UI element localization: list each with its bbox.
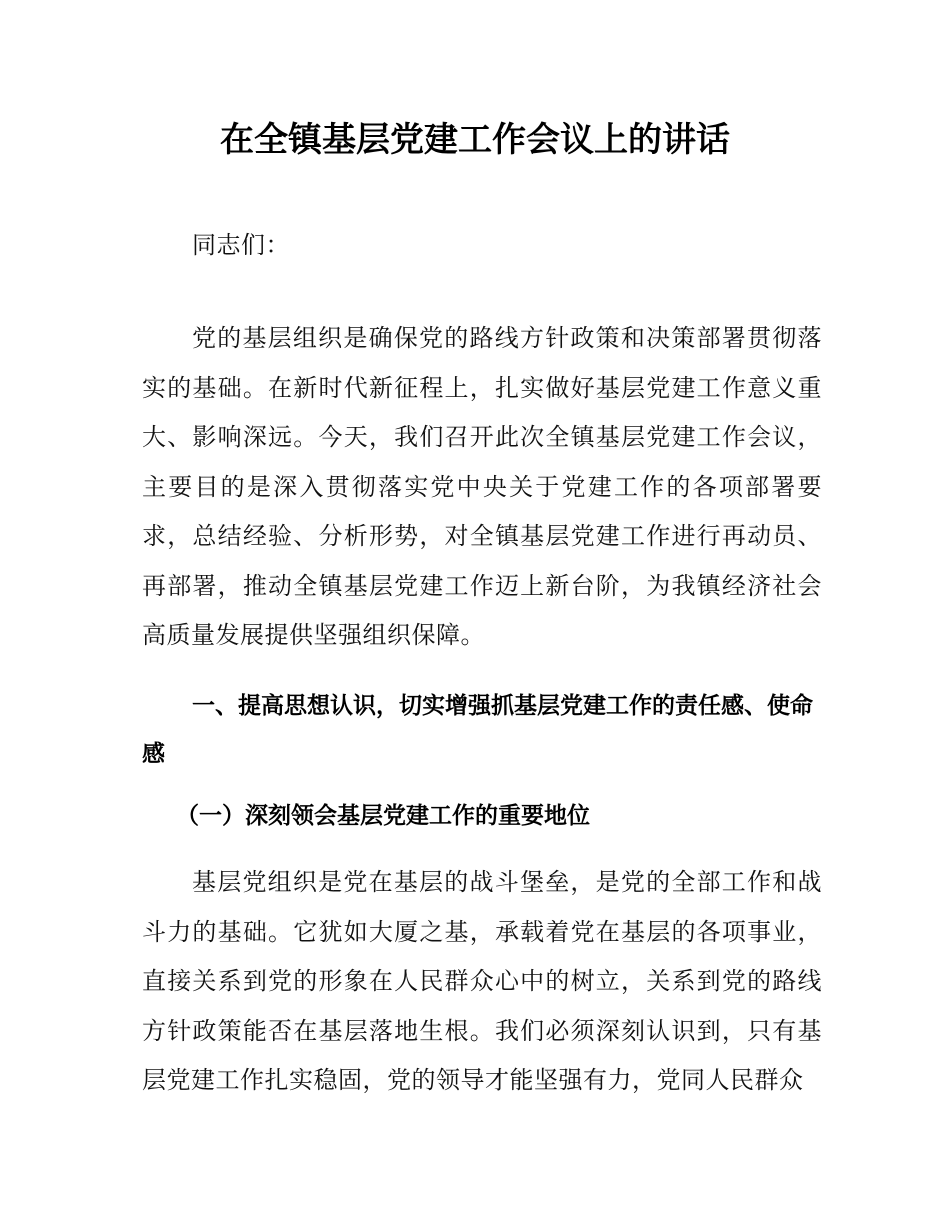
section-heading-1: 一、提高思想认识，切实增强抓基层党建工作的责任感、使命感 [142,693,813,767]
intro-paragraph: 党的基层组织是确保党的路线方针政策和决策部署贯彻落实的基础。在新时代新征程上，扎实做好基层党建工作意义重大、影响深远。今天，我们召开此次全镇基层党建工作会议，主要目的是深入贯彻落实党中央关于党建工作的各项部署要求，总结经验、分析形势，对全镇基层党建工作进行再动员、再部署，推动全镇基层党建工作迈上新台阶，为我镇经济社会高质量发展提供坚强组织保障。 [142,324,822,649]
document-title: 在全镇基层党建工作会议上的讲话 [220,120,730,160]
salutation: 同志们： [192,231,290,259]
subsection-paragraph-1: 基层党组织是党在基层的战斗堡垒，是党的全部工作和战斗力的基础。它犹如大厦之基，承载着党在基层的各项事业，直接关系到党的形象在人民群众心中的树立，关系到党的路线方针政策能否在基层落地生根。我们必须深刻认识到，只有基层党建工作扎实稳固，党的领导才能坚强有力，党同人民群众 [142,868,822,1094]
subsection-heading-1: （一）深刻领会基层党建工作的重要地位 [176,803,590,829]
